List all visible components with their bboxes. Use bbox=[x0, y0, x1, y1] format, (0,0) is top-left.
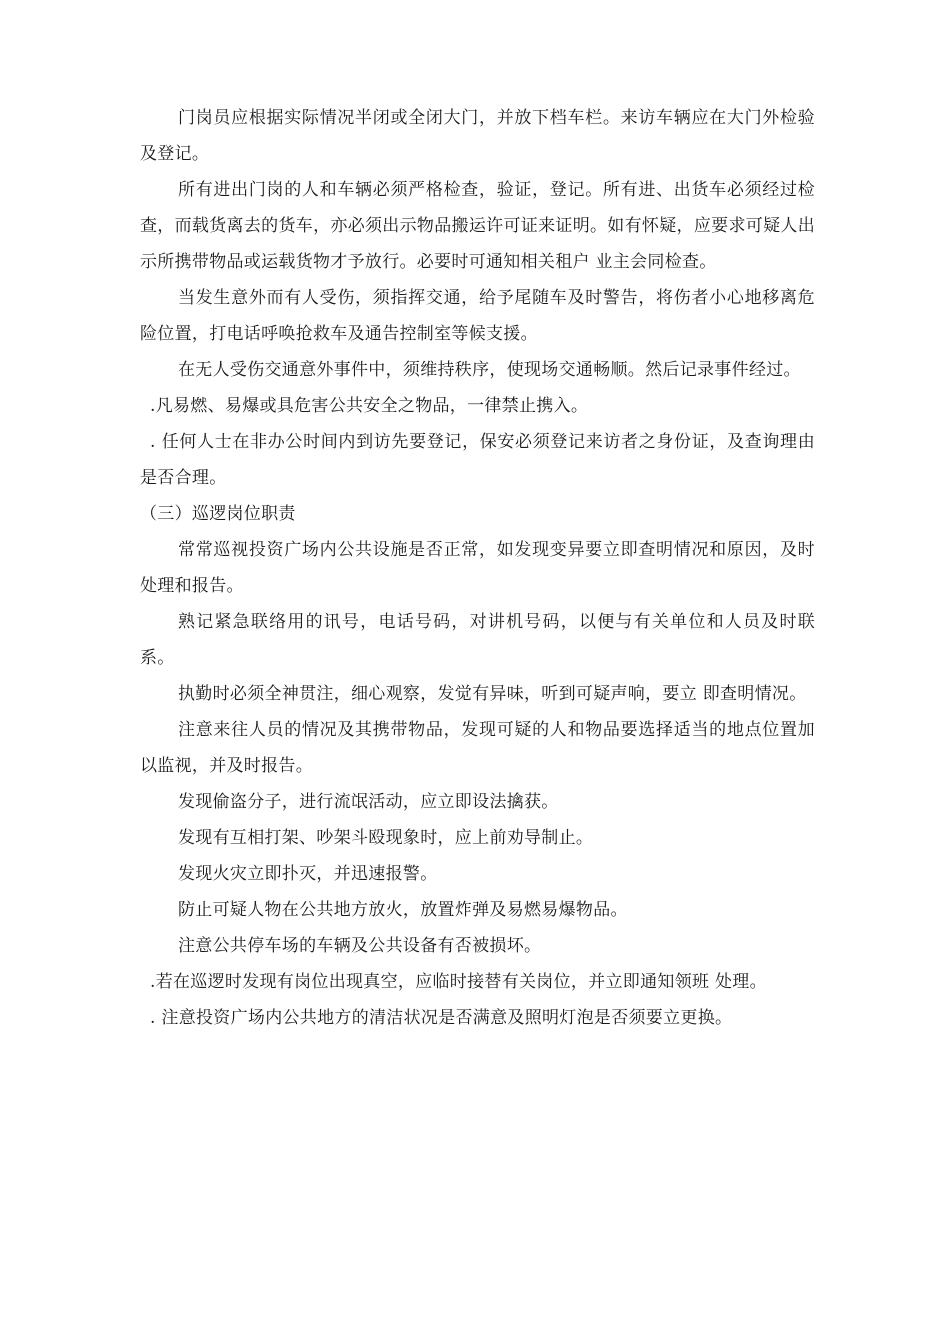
paragraph-arson-prevention: 防止可疑人物在公共地方放火，放置炸弹及易燃易爆物品。 bbox=[178, 900, 628, 920]
paragraph-fire: 发现火灾立即扑灭，并迅速报警。 bbox=[178, 864, 438, 884]
paragraph-accident-no-injury: 在无人受伤交通意外事件中，须维持秩序，使现场交通畅顺。然后记录事件经过。 bbox=[178, 360, 801, 380]
section-heading-patrol: （三）巡逻岗位职责 bbox=[140, 504, 296, 524]
document-body bbox=[140, 100, 815, 1036]
paragraph-patrol-facilities: 常常巡视投资广场内公共设施是否正常，如发现变异要立即查明情况和原因，及时处理和报告。 bbox=[140, 540, 815, 596]
paragraph-after-hours-visit: . 任何人士在非办公时间内到访先要登记，保安必须登记来访者之身份证，及查询理由是否合理。 bbox=[140, 432, 815, 488]
paragraph-flammables: .凡易燃、易爆或具危害公共安全之物品，一律禁止携入。 bbox=[150, 396, 589, 416]
paragraph-fights: 发现有互相打架、吵架斗殴现象时，应上前劝导制止。 bbox=[178, 828, 594, 848]
paragraph-cleanliness-lighting: . 注意投资广场内公共地方的清洁状况是否满意及照明灯泡是否须要立更换。 bbox=[150, 1008, 733, 1028]
paragraph-emergency-contacts: 熟记紧急联络用的讯号，电话号码，对讲机号码，以便与有关单位和人员及时联系。 bbox=[140, 612, 815, 668]
paragraph-post-vacancy: .若在巡逻时发现有岗位出现真空，应临时接替有关岗位，并立即通知领班 处理。 bbox=[150, 972, 767, 992]
paragraph-attention: 执勤时必须全神贯注，细心观察，发觉有异味，听到可疑声响，要立 即查明情况。 bbox=[178, 684, 807, 704]
paragraph-parking: 注意公共停车场的车辆及公共设备有否被损坏。 bbox=[178, 936, 542, 956]
paragraph-accident-injury: 当发生意外而有人受伤，须指挥交通，给予尾随车及时警告，将伤者小心地移离危险位置，打电话呼唤抢救车及通告控制室等候支援。 bbox=[140, 288, 815, 344]
paragraph-inspection: 所有进出门岗的人和车辆必须严格检查，验证，登记。所有进、出货车必须经过检查，而载货离去的货车，亦必须出示物品搬运许可证来证明。如有怀疑，应要求可疑人出示所携带物品或运载货物才予放行。必要时可通知相关租户 业主会同检查。 bbox=[140, 180, 815, 272]
paragraph-suspicious-persons: 注意来往人员的情况及其携带物品，发现可疑的人和物品要选择适当的地点位置加以监视，并及时报告。 bbox=[140, 720, 815, 776]
paragraph-thieves: 发现偷盗分子，进行流氓活动，应立即设法擒获。 bbox=[178, 792, 559, 812]
paragraph-gate-closing: 门岗员应根据实际情况半闭或全闭大门，并放下档车栏。来访车辆应在大门外检验及登记。 bbox=[140, 108, 815, 164]
